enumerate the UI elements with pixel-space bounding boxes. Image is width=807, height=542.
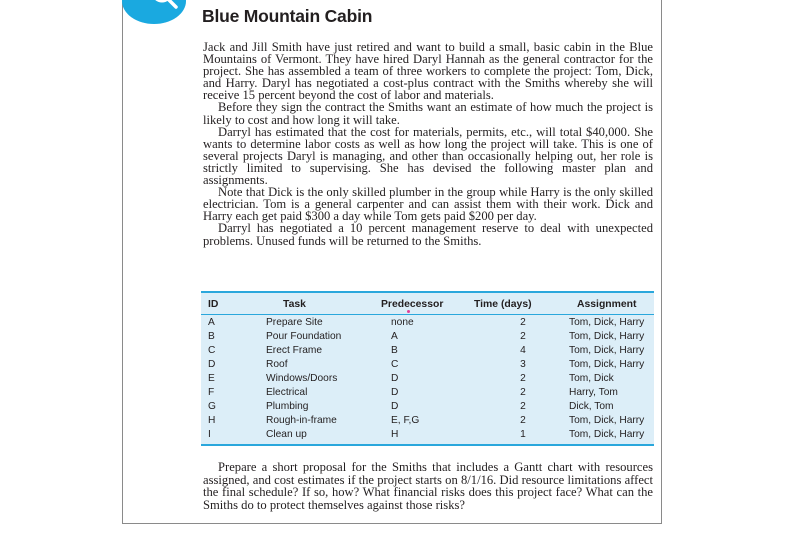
cell-assignment: Harry, Tom [569,387,618,398]
header-divider [201,314,654,315]
table-row [201,331,654,345]
cell-assignment: Tom, Dick, Harry [569,345,645,356]
cell-id: G [208,401,216,412]
column-header-task: Task [283,299,306,310]
cell-time: 2 [520,317,526,328]
table-row [201,387,654,401]
cell-predecessor: D [391,387,399,398]
cell-task: Roof [266,359,288,370]
cell-task: Clean up [266,429,307,440]
cell-id: B [208,331,215,342]
cell-id: I [208,429,211,440]
table-row [201,415,654,429]
cell-predecessor: C [391,359,399,370]
intro-paragraph: Before they sign the contract the Smiths want an estimate of how much the project is likely to cost and how long it will take. [203,100,653,127]
cell-id: C [208,345,216,356]
cell-predecessor: A [391,331,398,342]
master-plan-table [201,291,654,446]
cell-task: Pour Foundation [266,331,342,342]
assignment-prompt [203,461,653,511]
cell-assignment: Dick, Tom [569,401,614,412]
table-row [201,317,654,331]
intro-paragraph: Jack and Jill Smith have just retired and want to build a small, basic cabin in the Blue Mountains of Vermont. They have hired Daryl Hannah as the general contractor for the project. She has assembled a team of three workers to complete the project: Tom, Dick, and Harry. Daryl has negotiated a cost-plus contract with the Smiths whereby she will receive 15 percent beyond the cost of labor and materials. [203,40,653,103]
table-row [201,401,654,415]
cell-task: Windows/Doors [266,373,338,384]
cell-id: A [208,317,215,328]
cell-time: 3 [520,359,526,370]
cell-predecessor: D [391,373,399,384]
cell-time: 2 [520,331,526,342]
cell-task: Prepare Site [266,317,323,328]
column-header-time: Time (days) [474,299,532,310]
cell-task: Plumbing [266,401,309,412]
cell-assignment: Tom, Dick, Harry [569,359,645,370]
table-row [201,429,654,443]
column-header-id: ID [208,299,219,310]
cell-assignment: Tom, Dick, Harry [569,429,645,440]
case-badge [122,0,186,24]
table-row [201,373,654,387]
cell-assignment: Tom, Dick, Harry [569,331,645,342]
cell-task: Erect Frame [266,345,323,356]
intro-paragraph: Darryl has estimated that the cost for materials, permits, etc., will total $40,000. She wants to determine labor costs as well as how long the project will take. This is one of several projects Daryl is managing, and other than occasionally helping out, her role is strictly limited to supervising. She has devised the following master plan and assignments. [203,124,653,188]
cell-task: Rough-in-frame [266,415,337,426]
cell-time: 1 [520,429,526,440]
cell-task: Electrical [266,387,308,398]
cell-time: 2 [520,401,526,412]
intro-text [203,41,653,247]
intro-paragraph: Note that Dick is the only skilled plumber in the group while Harry is the only skilled electrician. Tom is a general carpenter and can assist them with their work. Dick and Harry each get paid $300 a day while Tom gets paid $200 per day. [203,185,653,224]
cell-id: D [208,359,216,370]
cell-time: 2 [520,387,526,398]
column-header-predecessor: Predecessor [381,299,444,310]
cell-time: 2 [520,415,526,426]
case-title: Blue Mountain Cabin [202,6,373,26]
cell-time: 4 [520,345,526,356]
cell-predecessor: none [391,317,414,328]
cell-assignment: Tom, Dick, Harry [569,415,645,426]
cell-assignment: Tom, Dick, Harry [569,317,645,328]
intro-paragraph: Darryl has negotiated a 10 percent management reserve to deal with unexpected problems. Unused funds will be returned to the Smiths. [203,221,653,248]
cell-predecessor: E, F,G [391,415,420,426]
table-row [201,359,654,373]
table-row [201,345,654,359]
column-header-assignment: Assignment [577,299,637,310]
magnifier-icon [122,0,186,24]
marker-dot [407,310,410,313]
cell-id: E [208,373,215,384]
cell-time: 2 [520,373,526,384]
cell-assignment: Tom, Dick [569,373,614,384]
cell-id: F [208,387,215,398]
cell-predecessor: H [391,429,399,440]
assignment-paragraph: Prepare a short proposal for the Smiths that includes a Gantt chart with resources assigned, and cost estimates if the project starts on 8/1/16. Did resource limitations affect the final schedule? If so, how? What financial risks does this project face? What can the Smiths do to protect themselves against those risks? [203,460,653,512]
cell-predecessor: D [391,401,399,412]
cell-id: H [208,415,216,426]
cell-predecessor: B [391,345,398,356]
